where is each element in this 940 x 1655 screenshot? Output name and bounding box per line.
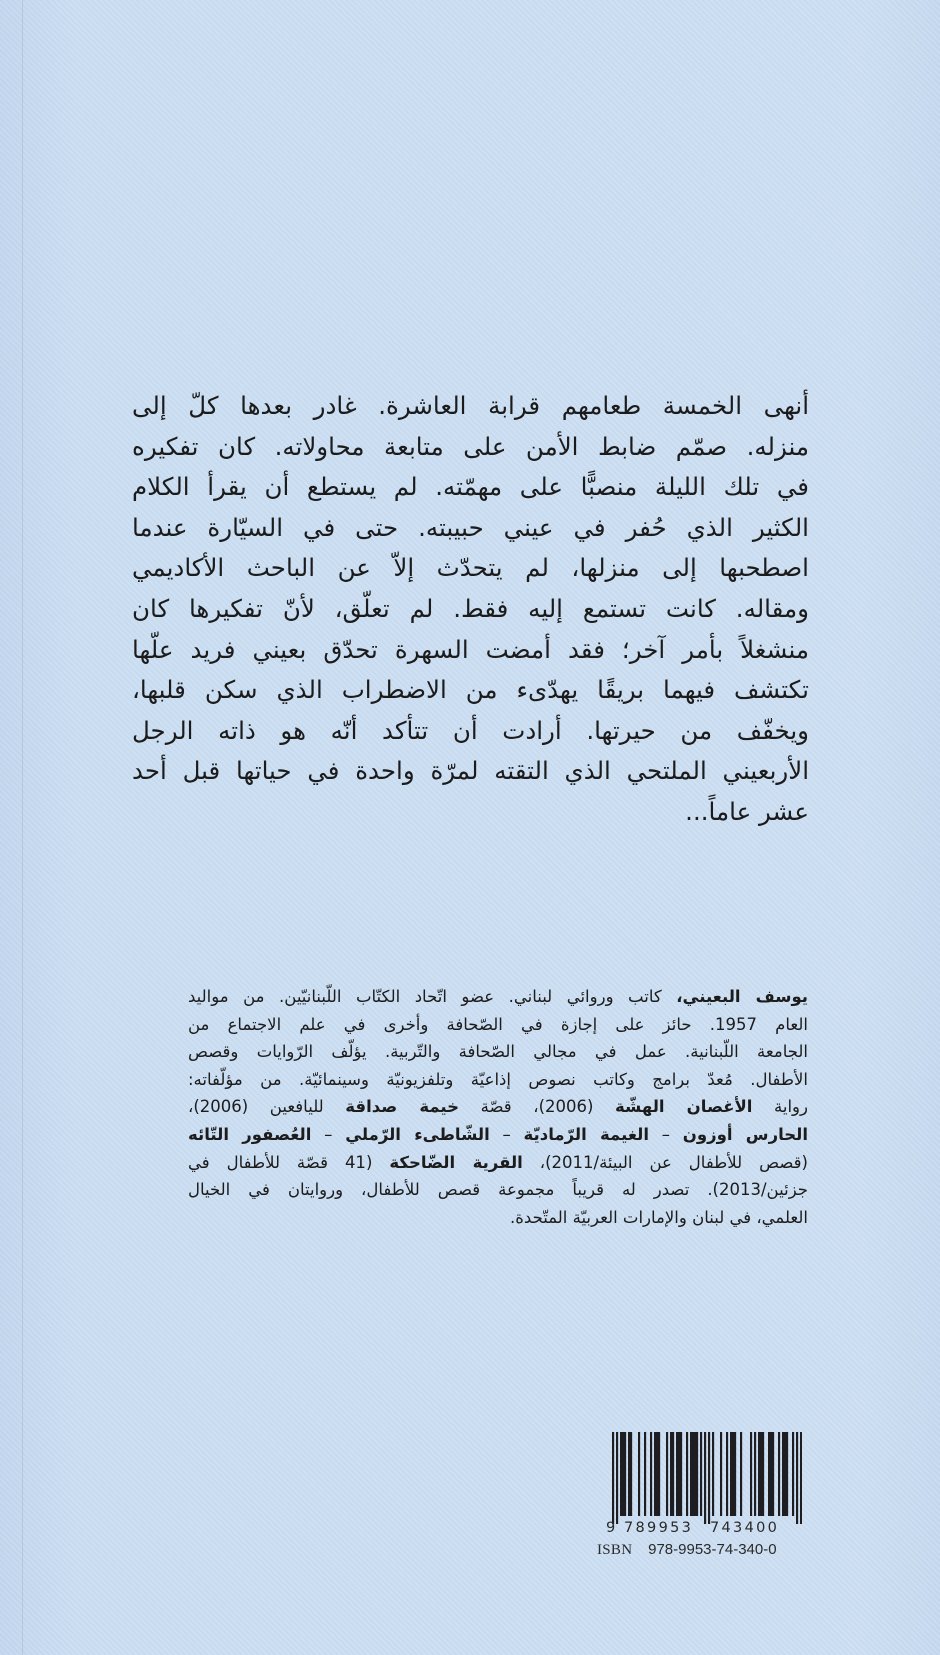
barcode-bar: [700, 1432, 702, 1516]
barcode-bar: [676, 1432, 678, 1516]
bio-line: العام 1957. حائز على إجازة في الصّحافة وأخرى في علم الاجتماع من: [188, 1014, 808, 1034]
isbn-label: [597, 1541, 777, 1559]
barcode-lead-digit: 9: [606, 1520, 618, 1536]
bio-text: رواية: [752, 1097, 808, 1117]
barcode-bar: [670, 1432, 672, 1516]
book-title: خيمة صداقة: [345, 1097, 460, 1117]
blurb-line: عشر عاماً...: [685, 796, 809, 826]
barcode-bar: [800, 1432, 802, 1524]
barcode-bar: [680, 1432, 682, 1516]
blurb-line: اصطحبها إلى منزلها، لم يتحدّث إلاّ عن الباحث الأكاديمي: [132, 553, 809, 583]
bio-line: العلمي، في لبنان والإمارات العربيّة المتّحدة.: [510, 1207, 808, 1227]
barcode-bar: [666, 1432, 668, 1516]
bio-line: [188, 1093, 808, 1121]
barcode-bar: [690, 1432, 692, 1516]
barcode-bar: [612, 1432, 614, 1524]
book-title: الشّاطىء الرّملي: [345, 1124, 490, 1144]
barcode-bar: [754, 1432, 756, 1516]
isbn-number: 978-9953-74-340-0: [648, 1541, 777, 1558]
barcode-bar: [796, 1432, 798, 1524]
barcode-bar: [770, 1432, 772, 1516]
barcode-bar: [694, 1432, 696, 1516]
book-title: القرية الضّاحكة: [389, 1152, 523, 1172]
barcode-bar: [616, 1432, 618, 1524]
barcode-bar: [686, 1432, 688, 1516]
barcode-bar: [778, 1432, 780, 1516]
barcode-bar: [760, 1432, 762, 1516]
barcode-bar: [658, 1432, 660, 1516]
blurb-line: منزله. صمّم ضابط الأمن على متابعة محاولاته. كان تفكيره: [132, 431, 809, 461]
blurb-line: منشغلاً بأمر آخر؛ فقد أمضت السهرة تحدّق بعيني فريد علّها: [132, 634, 809, 664]
bio-text: –: [311, 1124, 346, 1144]
bio-line: [188, 983, 808, 1011]
barcode-bar: [784, 1432, 786, 1516]
blurb-line: الكثير الذي حُفر في عيني حبيبته. حتى في السيّارة عندما: [132, 512, 809, 542]
barcode-bar: [750, 1432, 752, 1516]
barcode-bar: [620, 1432, 622, 1516]
bio-text: –: [489, 1124, 524, 1144]
barcode-bar: [656, 1432, 658, 1516]
barcode-bar: [768, 1432, 770, 1516]
barcode-bar: [628, 1432, 630, 1516]
blurb-line: في تلك الليلة منصبًّا على مهمّته. لم يستطع أن يقرأ الكلام: [132, 472, 809, 502]
barcode-bar: [692, 1432, 694, 1516]
blurb-line: ويخفّف من حيرتها. أرادت أن تتأكد أنّه هو ذاته الرجل: [132, 715, 809, 745]
bio-line: الأطفال. مُعدّ برامج وكاتب نصوص إذاعيّة وتلفزيونيّة وسينمائيّة. من مؤلّفاته:: [188, 1069, 808, 1089]
barcode-bar: [772, 1432, 774, 1516]
bio-line: [188, 1149, 808, 1177]
barcode-bar: [720, 1432, 722, 1516]
author-name: يوسف البعيني،: [676, 987, 809, 1006]
barcode-bar: [644, 1432, 646, 1516]
bio-text: –: [648, 1124, 683, 1144]
barcode-bar: [630, 1432, 632, 1516]
barcode-bar: [712, 1432, 714, 1516]
book-title: الغيمة الرّماديّة: [523, 1124, 649, 1144]
barcode-bar: [622, 1432, 624, 1516]
bio-line: الجامعة اللّبنانية. عمل في مجالي الصّحافة والتّربية. يؤلّف الرّوايات وقصص: [188, 1042, 808, 1062]
spine-edge: [22, 0, 23, 1655]
barcode-bar: [732, 1432, 734, 1516]
bio-text: لليافعين (2006)،: [188, 1097, 346, 1117]
blurb-line: ومقاله. كانت تستمع إليه فقط. لم تعلّق، لأنّ تفكيرها كان: [132, 593, 809, 623]
barcode-bar: [678, 1432, 680, 1516]
barcode-bars: [612, 1432, 802, 1524]
barcode-bar: [624, 1432, 626, 1516]
barcode: [604, 1432, 808, 1552]
bio-text: (2006)، قصّة: [459, 1097, 616, 1117]
bio-text: (قصص للأطفال عن البيئة/2011)،: [522, 1152, 808, 1172]
barcode-bar: [696, 1432, 698, 1516]
bio-line: [188, 1121, 808, 1149]
barcode-bar: [782, 1432, 784, 1516]
barcode-bar: [758, 1432, 760, 1516]
bio-text: كاتب وروائي لبناني. عضو اتّحاد الكتّاب اللّبنانيّين. من مواليد: [188, 987, 677, 1006]
blurb-line: الأربعيني الملتحي الذي التقته لمرّة واحدة في حياتها قبل أحد: [132, 756, 809, 786]
book-title: الحارس أوزون: [682, 1124, 809, 1144]
barcode-bar: [708, 1432, 710, 1524]
author-bio: [188, 983, 808, 1231]
barcode-bar: [726, 1432, 728, 1516]
back-cover-blurb: [132, 386, 809, 833]
bio-text: (41 قصّة للأطفال في: [188, 1152, 390, 1172]
barcode-bar: [740, 1432, 742, 1516]
bio-line: جزئين/2013). تصدر له قريباً مجموعة قصص للأطفال، وروايتان في الخيال: [188, 1180, 808, 1200]
barcode-group-1: 789953: [624, 1520, 694, 1536]
barcode-bar: [792, 1432, 794, 1516]
barcode-bar: [730, 1432, 732, 1516]
barcode-bar: [762, 1432, 764, 1516]
barcode-group-2: 743400: [710, 1520, 780, 1536]
barcode-bar: [654, 1432, 656, 1516]
book-title: العُصفور التّائه: [188, 1124, 312, 1144]
barcode-bar: [786, 1432, 788, 1516]
barcode-bar: [650, 1432, 652, 1516]
barcode-bar: [672, 1432, 674, 1516]
barcode-bar: [704, 1432, 706, 1524]
blurb-line: تكتشف فيهما بريقًا يهدّىء من الاضطراب الذي سكن قلبها،: [132, 675, 809, 705]
barcode-bar: [638, 1432, 640, 1516]
barcode-bar: [734, 1432, 736, 1516]
book-title: الأغصان الهشّة: [615, 1097, 753, 1117]
blurb-line: أنهى الخمسة طعامهم قرابة العاشرة. غادر بعدها كلّ إلى: [132, 391, 809, 420]
isbn-prefix: ISBN: [597, 1542, 633, 1558]
